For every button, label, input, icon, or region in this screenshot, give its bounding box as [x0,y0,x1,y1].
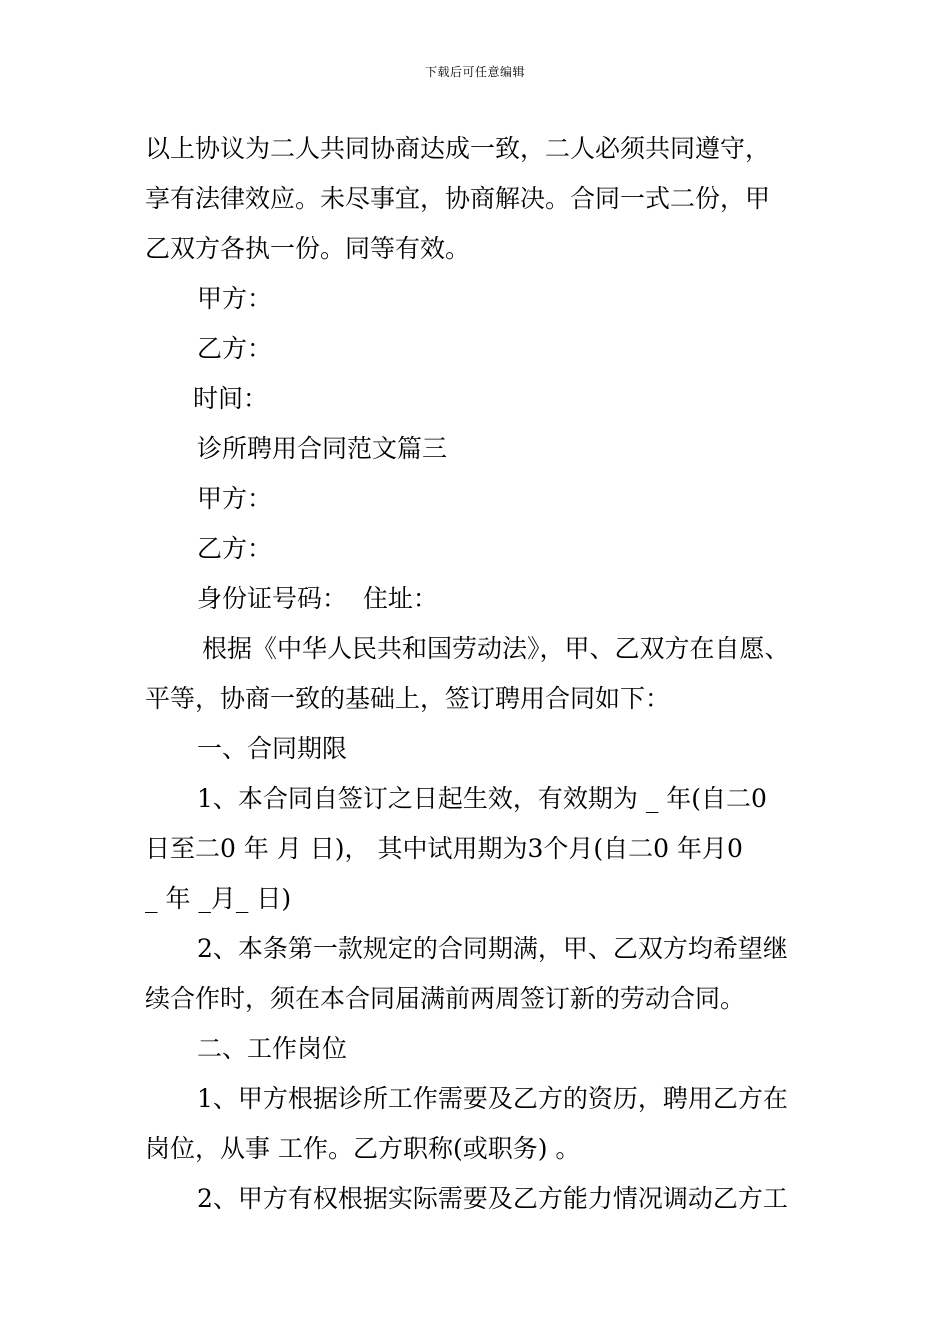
clause-heading: 一、合同期限 [197,734,348,763]
paragraph-line: 平等，协商一致的基础上，签订聘用合同如下： [145,684,671,713]
party-a-label: 甲方： [197,284,273,313]
paragraph-line: 岗位，从事 工作。乙方职称(或职务) 。 [145,1134,581,1163]
paragraph-line: 根据《中华人民共和国劳动法》，甲、乙双方在自愿、 [202,634,790,663]
paragraph-line: 2、本条第一款规定的合同期满，甲、乙双方均希望继 [197,934,788,963]
paragraph-line: 1、本合同自签订之日起生效，有效期为 _ 年(自二0 [197,784,767,813]
paragraph-line: 以上协议为二人共同协商达成一致，二人必须共同遵守， [145,134,771,163]
section-title: 诊所聘用合同范文篇三 [197,434,448,463]
paragraph-line: 1、甲方根据诊所工作需要及乙方的资历，聘用乙方在 [197,1084,788,1113]
paragraph-line: 日至二0 年 月 日)， 其中试用期为3个月(自二0 年月0 [145,834,743,863]
party-b-label: 乙方： [197,534,273,563]
page-header: 下载后可任意编辑 [424,65,525,79]
paragraph-line: 享有法律效应。未尽事宜，协商解决。合同一式二份，甲 [145,184,771,213]
paragraph-line: 2、甲方有权根据实际需要及乙方能力情况调动乙方工 [197,1184,788,1213]
paragraph-line: 续合作时，须在本合同届满前两周签订新的劳动合同。 [145,984,746,1013]
paragraph-line: _ 年 _月_ 日) [145,884,292,913]
paragraph-line: 乙双方各执一份。同等有效。 [145,234,471,263]
party-a-label: 甲方： [197,484,273,513]
id-address-line: 身份证号码： 住址： [197,584,438,613]
document-body [145,124,815,1224]
time-label: 时间： [193,384,269,413]
clause-heading: 二、工作岗位 [197,1034,348,1063]
party-b-label: 乙方： [197,334,273,363]
